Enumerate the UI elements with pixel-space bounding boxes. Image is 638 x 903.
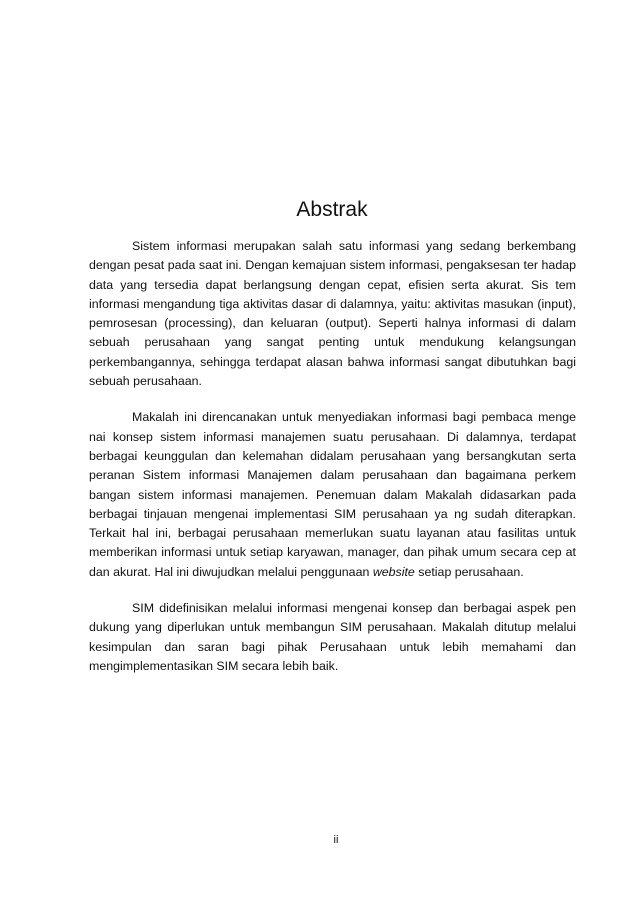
abstract-paragraph-2 (89, 408, 576, 582)
abstract-body (89, 237, 576, 693)
paragraph-2-text-end: setiap perusahaan. (414, 564, 524, 579)
abstract-paragraph-3: SIM didefinisikan melalui informasi mengenai konsep dan berbagai aspek pen dukung yang diperlukan untuk membangun SIM perusahaan. Makalah ditutup melalui kesimpulan dan saran bagi pihak Perusahaan untuk lebih memahami dan mengimplementasikan SIM secara lebih baik. (89, 601, 576, 673)
emphasized-term: website (372, 564, 415, 579)
paragraph-2-text: Makalah ini direncanakan untuk menyediakan informasi bagi pembaca menge nai konsep sistem informasi manajemen suatu perusahaan. Di dalamnya, terdapat berbagai keunggulan dan kelemahan didalam perusahaan yang bersangkutan serta peranan Sistem informasi Manajemen dalam perusahaan dan bagaimana perkem bangan sistem informasi manajemen. Penemuan dalam Makalah didasarkan pada berbagai tinjauan mengenai implementasi SIM perusahaan ya ng sudah diterapkan. Terkait hal ini, berbagai perusahaan memerlukan suatu layanan atau fasilitas untuk memberikan informasi untuk setiap karyawan, manager, dan pihak umum secara cep at dan akurat. Hal ini diwujudkan melalui penggunaan (89, 410, 576, 579)
abstract-paragraph-1: Sistem informasi merupakan salah satu informasi yang sedang berkembang dengan pesat pada saat ini. Dengan kemajuan sistem informasi, pengaksesan ter hadap data yang tersedia dapat berlangsung dengan cepat, efisien serta akurat. Sis tem informasi mengandung tiga aktivitas dasar di dalamnya, yaitu: aktivitas masukan (input), pemrosesan (processing), dan keluaran (output). Seperti halnya informasi di dalam sebuah perusahaan yang sangat penting untuk mendukung kelangsungan perkembangannya, sehingga terdapat alasan bahwa informasi sangat dibutuhkan bagi sebuah perusahaan. (89, 239, 576, 389)
page-title: Abstrak (296, 198, 368, 221)
page-number: ii (333, 834, 339, 846)
